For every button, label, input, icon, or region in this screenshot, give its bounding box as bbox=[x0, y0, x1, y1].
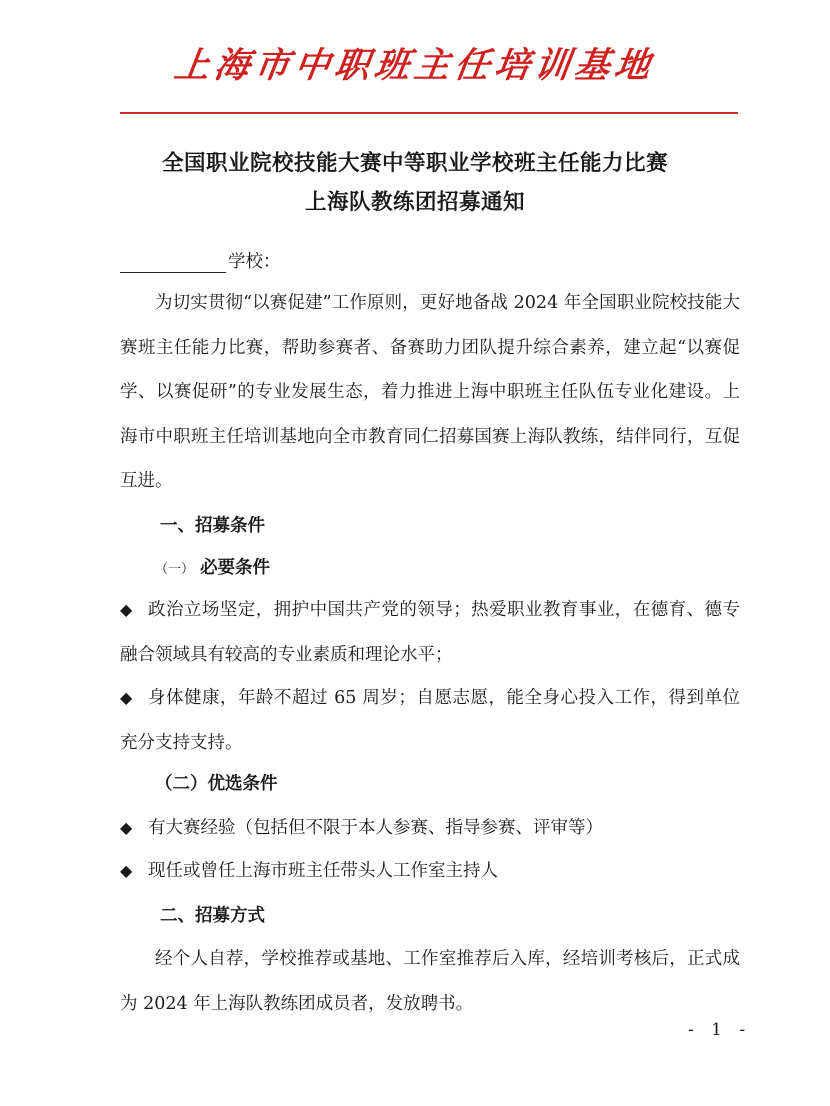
diamond-bullet-icon: ◆ bbox=[120, 688, 133, 707]
list-item bbox=[120, 676, 740, 765]
recruitment-method-paragraph: 经个人自荐，学校推荐或基地、工作室推荐后入库，经培训考核后，正式成为 2024 年上海队教练团成员者，发放聘书。 bbox=[120, 949, 740, 1014]
letterhead-title: 上海市中职班主任培训基地 bbox=[171, 45, 658, 86]
letterhead-divider bbox=[120, 112, 738, 114]
list-item-text: 政治立场坚定，拥护中国共产党的领导；热爱职业教育事业，在德育、德专融合领域具有较高的专业素质和理论水平； bbox=[120, 600, 740, 665]
list-item-text: 身体健康，年龄不超过 65 周岁；自愿志愿，能全身心投入工作，得到单位充分支持支持。 bbox=[120, 688, 740, 753]
diamond-bullet-icon: ◆ bbox=[120, 818, 133, 837]
list-item-text: 现任或曾任上海市班主任带头人工作室主持人 bbox=[148, 861, 498, 881]
list-item-text: 有大赛经验（包括但不限于本人参赛、指导参赛、评审等） bbox=[148, 818, 603, 838]
subsection-label: 必要条件 bbox=[200, 558, 271, 578]
diamond-bullet-icon: ◆ bbox=[120, 861, 133, 880]
diamond-bullet-icon: ◆ bbox=[120, 600, 133, 619]
salutation bbox=[120, 248, 281, 273]
list-item bbox=[120, 849, 740, 894]
subsection-heading-preferred bbox=[155, 770, 278, 795]
salutation-text: 学校： bbox=[228, 252, 281, 272]
subsection-heading-required bbox=[155, 554, 270, 579]
list-item bbox=[120, 588, 740, 677]
intro-paragraph: 为切实贯彻“以赛促建”工作原则，更好地备战 2024 年全国职业院校技能大赛班主任能力比赛，帮助参赛者、备赛助力团队提升综合素养，建立起“以赛促学、以赛促研”的专业发展生态，着力推进上海中职班主任队伍专业化建设。上海市中职班主任培训基地向全市教育同仁招募国赛上海队教练，结伴同行，互促互进。 bbox=[120, 293, 740, 491]
document-title-line-1: 全国职业院校技能大赛中等职业学校班主任能力比赛 bbox=[161, 151, 668, 176]
subsection-number: （一） bbox=[155, 562, 195, 577]
school-name-blank bbox=[120, 254, 226, 273]
page-number: - 1 - bbox=[688, 1020, 752, 1040]
subsection-label: （二）优选条件 bbox=[155, 774, 278, 794]
section-heading-recruitment-method: 二、招募方式 bbox=[160, 906, 265, 926]
list-item bbox=[120, 806, 740, 851]
document-title-line-2: 上海队教练团招募通知 bbox=[304, 190, 525, 215]
section-heading-recruitment-conditions: 一、招募条件 bbox=[160, 516, 265, 536]
